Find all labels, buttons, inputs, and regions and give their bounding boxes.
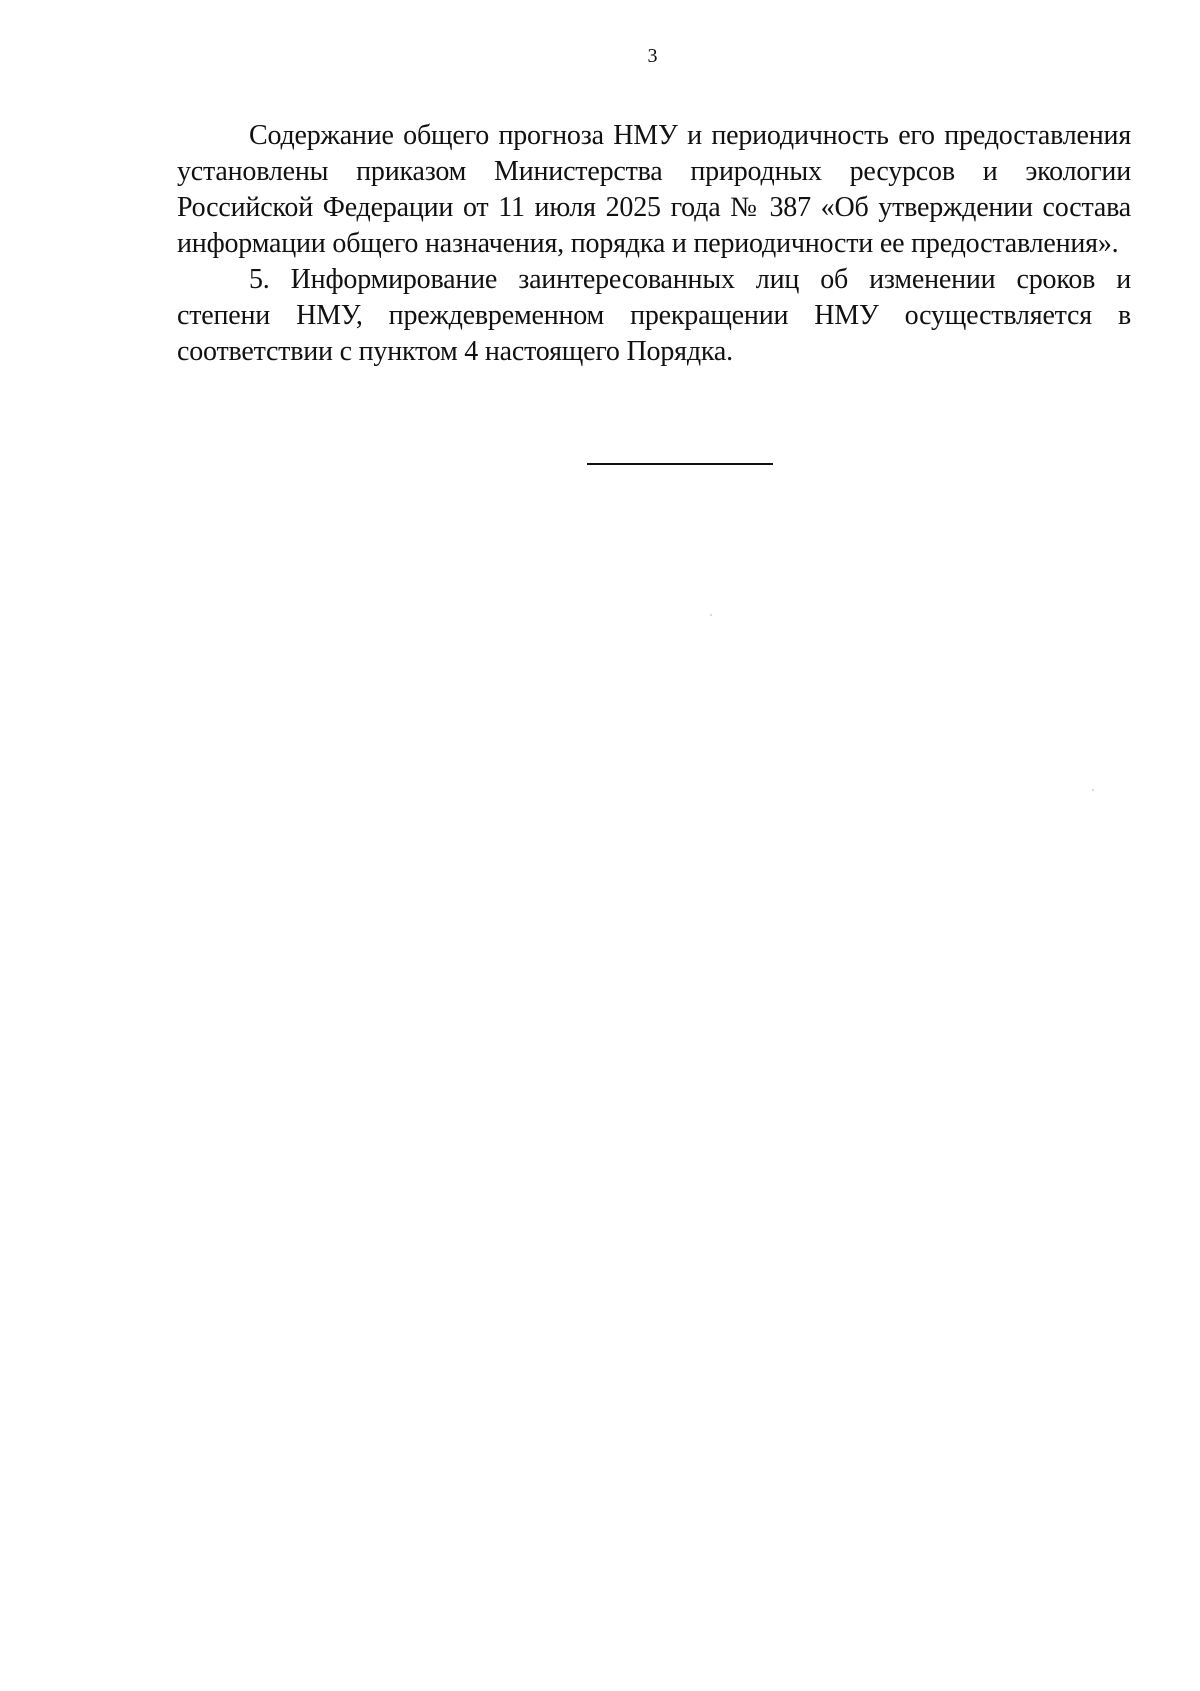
paragraph-general-forecast-content: Содержание общего прогноза НМУ и периодичность его предоставления установлены приказом Министерства природных ресурсов и экологии Российской Федерации от 11 июля 2025 года № 387 «Об утверждении состава информации общего назначения, порядка и периодичности ее предоставления». [177, 120, 1131, 259]
document-end-rule [587, 463, 773, 465]
page-number: 3 [647, 45, 658, 67]
scan-speck [1092, 789, 1094, 791]
scan-speck [710, 614, 712, 616]
document-body [177, 118, 1131, 370]
paragraph-item-5-notification: 5. Информирование заинтересованных лиц об изменении сроков и степени НМУ, преждевременном прекращении НМУ осуществляется в соответствии с пунктом 4 настоящего Порядка. [177, 264, 1131, 367]
